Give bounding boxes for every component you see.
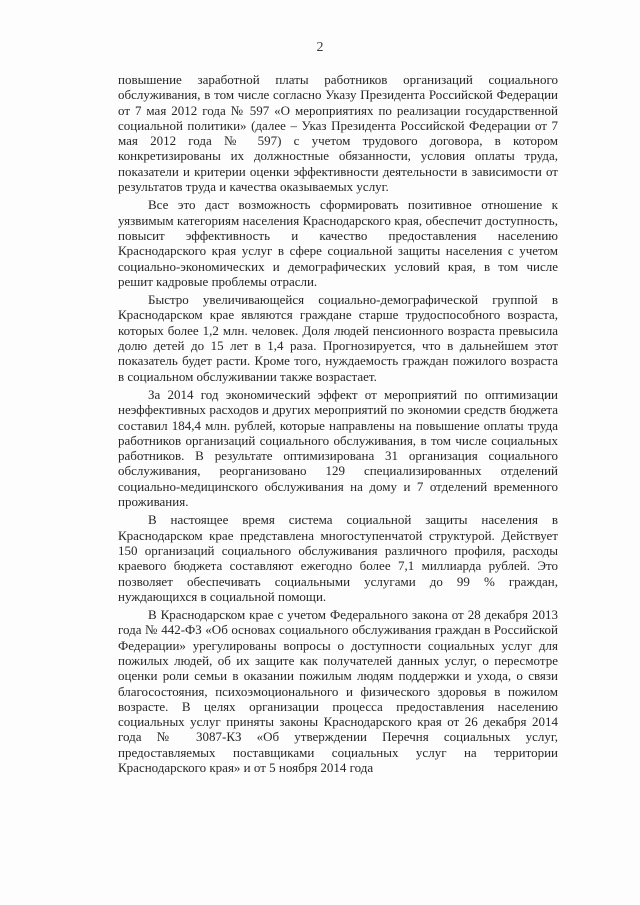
paragraph: За 2014 год экономический эффект от мероприятий по оптимизации неэффективных расходов и других мероприятий по экономии средств бюджета составил 184,4 млн. рублей, которые направлены на повышение оплаты труда работников организаций социального обслуживания, в том числе социальных работников. В результате оптимизирована 31 организация социального обслуживания, реорганизовано 129 специализированных отделений социально-медицинского обслуживания на дому и 7 отделений временного проживания. [118,386,558,510]
document-body [118,72,558,778]
paragraph: Быстро увеличивающейся социально-демографической группой в Краснодарском крае являются граждане старше трудоспособного возраста, которых более 1,2 млн. человек. Доля людей пенсионного возраста превысила долю детей до 15 лет в 1,4 раза. Прогнозируется, что в дальнейшем этот показатель будет расти. Кроме того, нуждаемость граждан пожилого возраста в социальном обслуживании также возрастает. [118,292,558,384]
paragraph: повышение заработной платы работников организаций социального обслуживания, в том числе согласно Указу Президента Российской Федерации от 7 мая 2012 года № 597 «О мероприятиях по реализации государственной социальной политики» (далее – Указ Президента Российской Федерации от 7 мая 2012 года № 597) с учетом трудового договора, в котором конкретизированы их должностные обязанности, условия оплаты труда, показатели и критерии оценки эффективности деятельности в зависимости от результатов труда и качества оказываемых услуг. [118,72,558,195]
paragraph: Все это даст возможность сформировать позитивное отношение к уязвимым категориям населения Краснодарского края, обеспечит доступность, повысит эффективность и качество предоставления населению Краснодарского края услуг в сфере социальной защиты населения с учетом социально-экономических и демографических условий края, в том числе решит кадровые проблемы отрасли. [118,197,558,289]
page-number: 2 [316,40,324,55]
paragraph: В Краснодарском крае с учетом Федерального закона от 28 декабря 2013 года № 442-ФЗ «Об основах социального обслуживания граждан в Российской Федерации» урегулированы вопросы о доступности социальных услуг для пожилых людей, об их защите как получателей данных услуг, о пересмотре оценки роли семьи в оказании пожилым людям поддержки и ухода, о связи благосостояния, психоэмоционального и физического здоровья в пожилом возрасте. В целях организации процесса предоставления населению социальных услуг приняты законы Краснодарского края от 26 декабря 2014 года № 3087-КЗ «Об утверждении Перечня социальных услуг, предоставляемых поставщиками социальных услуг на территории Краснодарского края» и от 5 ноября 2014 года [118,607,558,776]
paragraph: В настоящее время система социальной защиты населения в Краснодарском крае представлена многоступенчатой структурой. Действует 150 организаций социального обслуживания различного профиля, расходы краевого бюджета составляют ежегодно более 7,1 миллиарда рублей. Это позволяет обеспечивать социальными услугами до 99 % граждан, нуждающихся в социальной помощи. [118,512,558,604]
